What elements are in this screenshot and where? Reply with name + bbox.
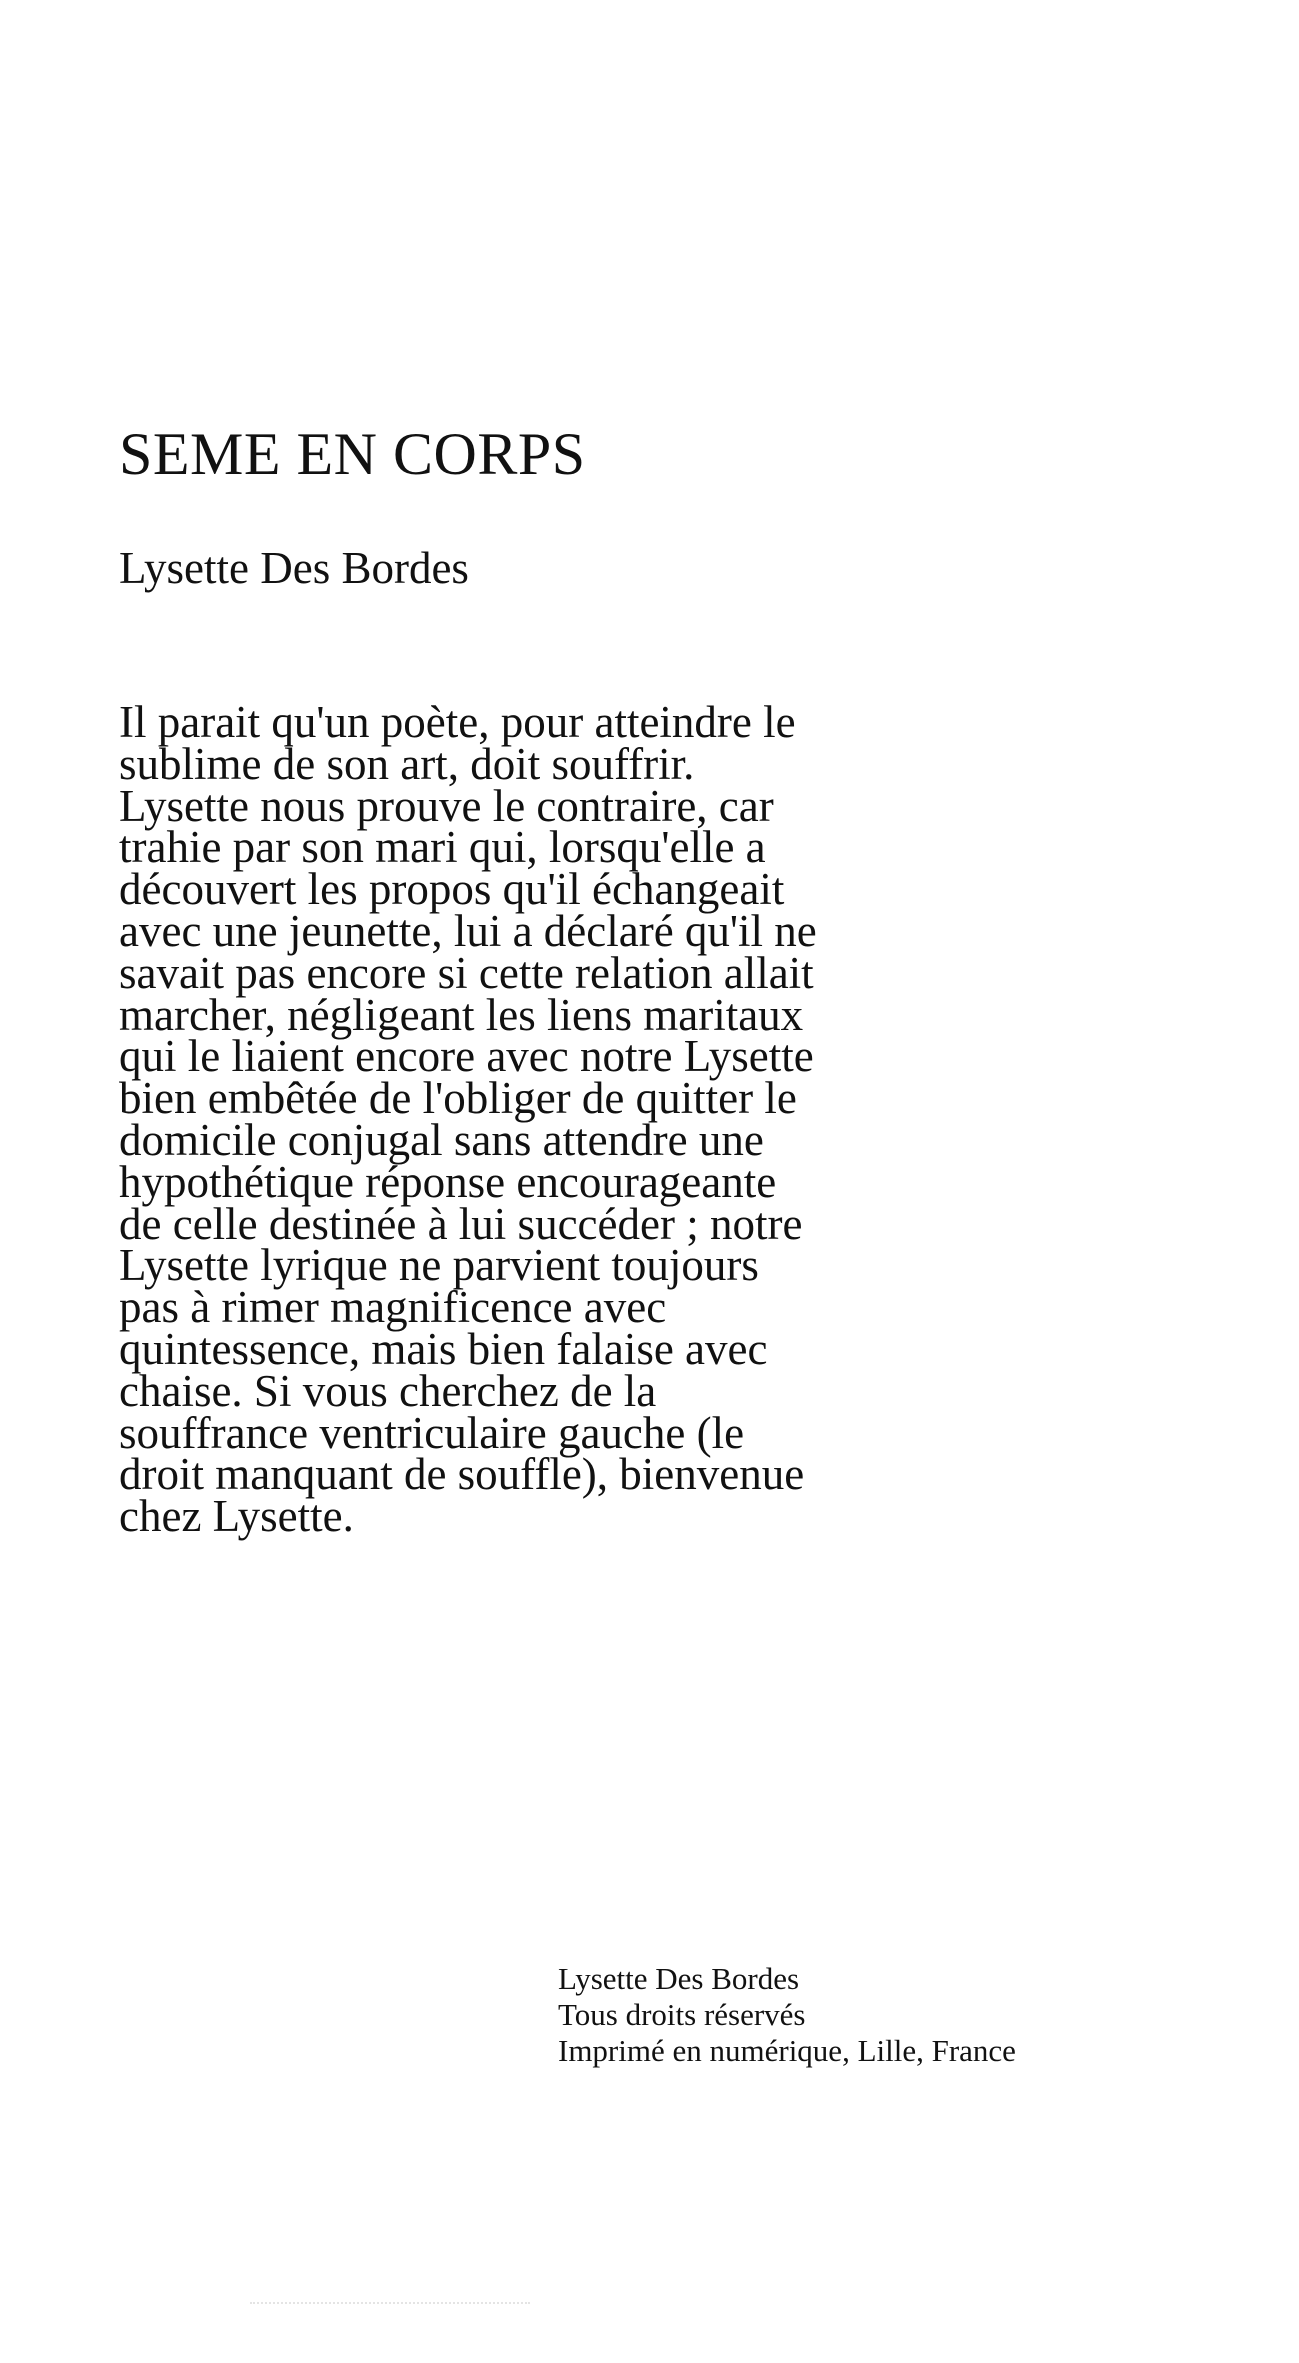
blurb-line: souffrance ventriculaire gauche (le	[119, 1407, 745, 1458]
colophon-rights: Tous droits réservés	[558, 1997, 806, 2032]
blurb-line: domicile conjugal sans attendre une	[119, 1114, 764, 1165]
blurb-line: chaise. Si vous cherchez de la	[119, 1365, 657, 1416]
blurb-line: qui le liaient encore avec notre Lysette	[119, 1031, 814, 1082]
blurb-line: droit manquant de souffle), bienvenue	[119, 1449, 805, 1500]
blurb-line: Lysette lyrique ne parvient toujours	[119, 1240, 759, 1291]
faint-footer-mark	[250, 2302, 530, 2304]
book-title: SEME EN CORPS	[119, 421, 586, 487]
colophon-author: Lysette Des Bordes	[558, 1961, 800, 1996]
blurb-line: quintessence, mais bien falaise avec	[119, 1323, 768, 1374]
blurb-line: trahie par son mari qui, lorsqu'elle a	[119, 822, 766, 873]
blurb-line: de celle destinée à lui succéder ; notre	[119, 1198, 803, 1249]
back-cover-blurb	[119, 697, 999, 1542]
blurb-line: savait pas encore si cette relation allait	[119, 947, 814, 998]
colophon	[558, 1961, 1016, 2069]
blurb-line: hypothétique réponse encourageante	[119, 1156, 777, 1207]
blurb-line: Il parait qu'un poète, pour atteindre le	[119, 697, 796, 747]
blurb-line: découvert les propos qu'il échangeait	[119, 864, 785, 915]
blurb-line: pas à rimer magnificence avec	[119, 1282, 667, 1333]
book-author: Lysette Des Bordes	[119, 543, 469, 593]
blurb-line: Lysette nous prouve le contraire, car	[119, 780, 774, 831]
blurb-line: chez Lysette.	[119, 1491, 354, 1542]
blurb-line: marcher, négligeant les liens maritaux	[119, 989, 804, 1040]
blurb-line: avec une jeunette, lui a déclaré qu'il ne	[119, 905, 817, 956]
blurb-line: sublime de son art, doit souffrir.	[119, 738, 695, 789]
blurb-line: bien embêtée de l'obliger de quitter le	[119, 1073, 797, 1124]
colophon-printed: Imprimé en numérique, Lille, France	[558, 2033, 1016, 2068]
